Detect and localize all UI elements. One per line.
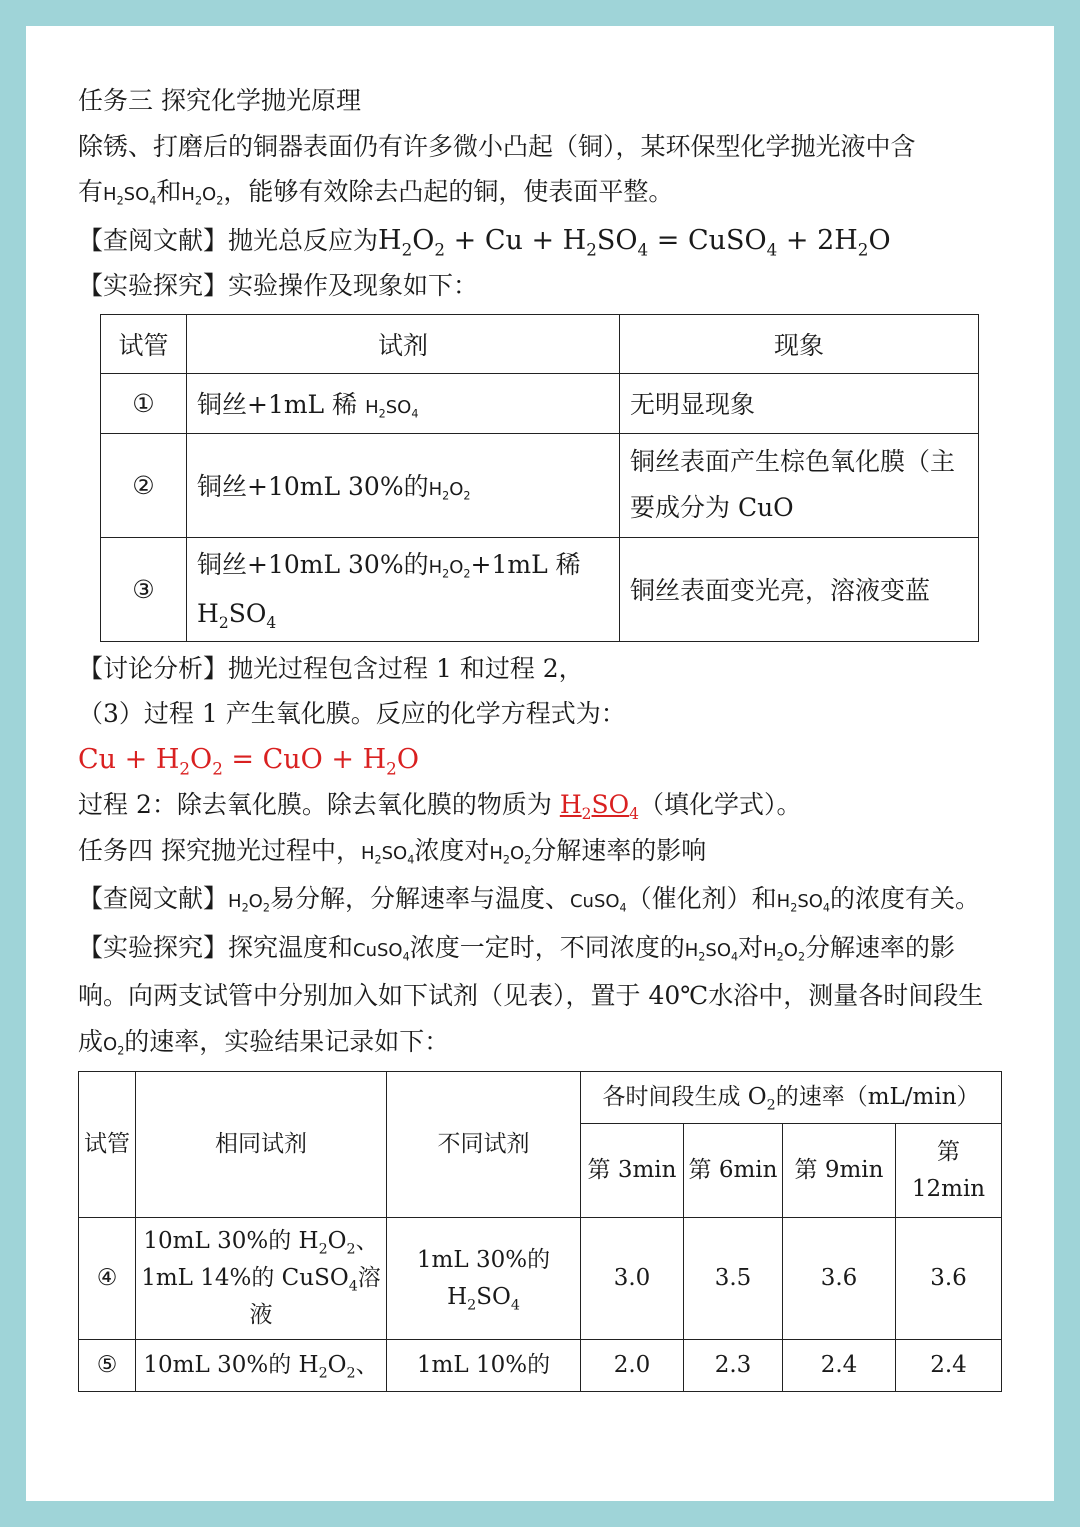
reagent-cell: 铜丝+10mL 30%的$H_2O_2+1mL$ 稀 $H_2SO_4$ xyxy=(187,537,620,641)
header-tube: 试管 xyxy=(79,1072,136,1218)
table-row xyxy=(101,373,979,433)
task3-experiment: 【实验探究】实验操作及现象如下： xyxy=(78,271,479,300)
tube-cell: ① xyxy=(101,373,187,433)
table-row xyxy=(79,1218,1002,1340)
task3-intro-line1: 除锈、打磨后的铜器表面仍有许多微小凸起（铜），某环保型化学抛光液中含 xyxy=(78,131,916,161)
header-reagent: 试剂 xyxy=(187,314,620,373)
table-row xyxy=(101,433,979,537)
tube-cell: ⑤ xyxy=(79,1340,136,1392)
table-header-row xyxy=(79,1072,1002,1124)
header-rate: 各时间段生成 $O_2$的速率（mL/min） xyxy=(581,1072,1002,1124)
rate-cell: 3.5 xyxy=(684,1218,783,1340)
phenomenon-cell: 铜丝表面产生棕色氧化膜（主要成分为 CuO xyxy=(620,433,979,537)
reagent-cell: 铜丝+10mL 30%的$H_2O_2$ xyxy=(187,433,620,537)
header-time: 第 12min xyxy=(896,1124,1002,1218)
rate-cell: 2.4 xyxy=(896,1340,1002,1392)
rate-cell: 2.4 xyxy=(783,1340,896,1392)
process-2: 过程 2：除去氧化膜。除去氧化膜的物质为 $H_2SO_4$（填化学式）。 xyxy=(78,790,802,823)
overall-equation: $H_2O_2 + Cu + H_2SO_4$ = CuSO$_4$ + $2H_2O$ xyxy=(378,224,891,259)
phenomenon-cell: 铜丝表面变光亮，溶液变蓝 xyxy=(620,537,979,641)
phenomenon-cell: 无明显现象 xyxy=(620,373,979,433)
question-3: （3）过程 1 产生氧化膜。反应的化学方程式为： xyxy=(78,699,626,728)
header-time: 第 3min xyxy=(581,1124,684,1218)
table-row xyxy=(79,1340,1002,1392)
document-content xyxy=(78,78,1003,1392)
reagent-cell: 铜丝+1mL 稀 $H_2SO_4$ xyxy=(187,373,620,433)
same-reagent-cell: 10mL 30%的 $H_2O_2$、 xyxy=(136,1340,387,1392)
rate-cell: 2.0 xyxy=(581,1340,684,1392)
header-phenomenon: 现象 xyxy=(620,314,979,373)
same-reagent-cell: 10mL 30%的 $H_2O_2$、1mL 14%的 CuSO$_4$溶液 xyxy=(136,1218,387,1340)
task4-title: 任务四 探究抛光过程中，$H_2SO_4$浓度对$H_2O_2$分解速率的影响 xyxy=(78,835,707,867)
header-same-reagent: 相同试剂 xyxy=(136,1072,387,1218)
header-time: 第 9min xyxy=(783,1124,896,1218)
header-diff-reagent: 不同试剂 xyxy=(387,1072,581,1218)
tube-cell: ② xyxy=(101,433,187,537)
task3-intro-line2: 有$H_2SO_4$和$H_2O_2$，能够有效除去凸起的铜，使表面平整。 xyxy=(78,177,674,208)
answer-formula: $H_2SO_4$ xyxy=(559,790,639,823)
table-header-row xyxy=(101,314,979,373)
table-row xyxy=(101,537,979,641)
rate-cell: 2.3 xyxy=(684,1340,783,1392)
experiment-table-1 xyxy=(100,314,979,642)
diff-reagent-cell: 1mL 10%的 xyxy=(387,1340,581,1392)
rate-cell: 3.0 xyxy=(581,1218,684,1340)
tube-cell: ③ xyxy=(101,537,187,641)
task4-literature: 【查阅文献】$H_2O_2$易分解，分解速率与温度、CuSO$_4$（催化剂）和$H_2SO_4$的浓度有关。 xyxy=(78,884,981,915)
discussion: 【讨论分析】抛光过程包含过程 1 和过程 2， xyxy=(78,653,584,683)
task3-literature: 【查阅文献】抛光总反应为$H_2O_2 + Cu + H_2SO_4$ = CuSO$_4$ + $2H_2O$ xyxy=(78,224,891,259)
rate-cell: 3.6 xyxy=(783,1218,896,1340)
task3-title: 任务三 探究化学抛光原理 xyxy=(78,86,361,115)
rate-cell: 3.6 xyxy=(896,1218,1002,1340)
answer-equation: $Cu + H_2O_2$ = CuO + $H_2O$ xyxy=(78,743,419,778)
header-tube: 试管 xyxy=(101,314,187,373)
diff-reagent-cell: 1mL 30%的 $H_2SO_4$ xyxy=(387,1218,581,1340)
tube-cell: ④ xyxy=(79,1218,136,1340)
experiment-table-2 xyxy=(78,1071,1002,1392)
header-time: 第 6min xyxy=(684,1124,783,1218)
page xyxy=(26,26,1054,1501)
task4-experiment: 【实验探究】探究温度和CuSO$_4$浓度一定时，不同浓度的$H_2SO_4$对$H_2O_2$分解速率的影响。向两支试管中分别加入如下试剂（见表），置于 40℃水浴中，测量各时间段生成$O_2$的速率，实验结果记录如下： xyxy=(78,932,984,1058)
